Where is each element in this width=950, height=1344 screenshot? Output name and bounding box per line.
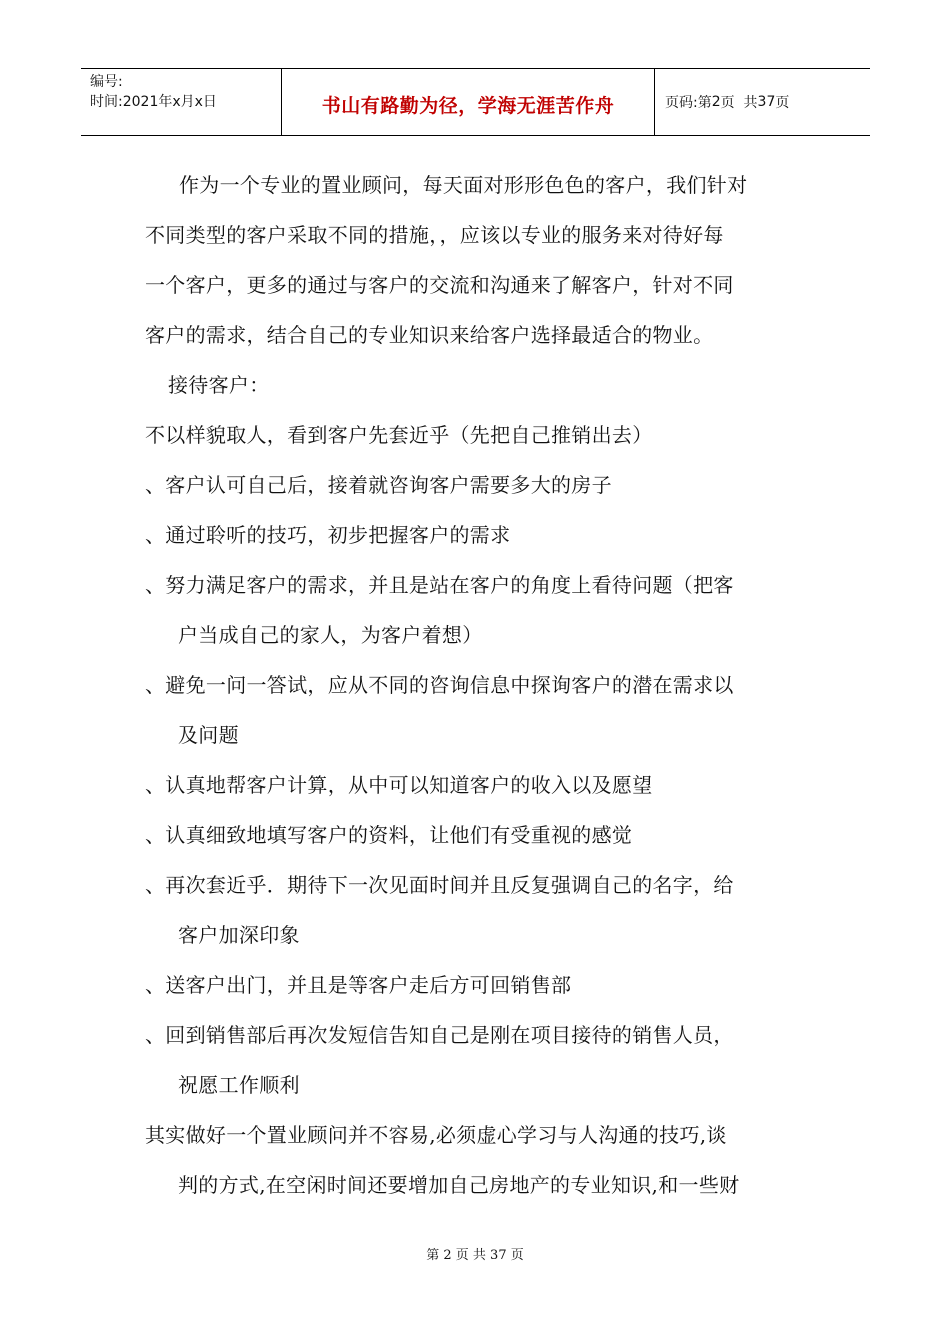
list-item-continuation: 户当成自己的家人，为客户着想） [178, 623, 483, 647]
list-item: 、回到销售部后再次发短信告知自己是刚在项目接待的销售人员， [145, 1023, 734, 1047]
list-item-continuation: 及问题 [178, 723, 239, 747]
list-item: 、再次套近乎．期待下一次见面时间并且反复强调自己的名字，给 [145, 873, 734, 897]
list-item: 、通过聆听的技巧，初步把握客户的需求 [145, 523, 511, 547]
document-time-label: 时间:2021年x月x日 [90, 94, 217, 110]
list-item-continuation: 祝愿工作顺利 [178, 1073, 300, 1097]
paragraph-line: 作为一个专业的置业顾问，每天面对形形色色的客户，我们针对 [179, 173, 748, 197]
document-header [81, 68, 870, 136]
paragraph-line: 客户的需求，结合自己的专业知识来给客户选择最适合的物业。 [145, 323, 714, 347]
list-item-continuation: 客户加深印象 [178, 923, 300, 947]
page-footer [0, 1244, 950, 1263]
page-info-current: 2 [711, 94, 721, 110]
page-info-suffix: 页 [775, 95, 790, 111]
list-item: 、客户认可自己后，接着就咨询客户需要多大的房子 [145, 473, 612, 497]
list-item: 、认真地帮客户计算，从中可以知道客户的收入以及愿望 [145, 773, 653, 797]
header-meta-cell [81, 69, 282, 135]
page-info-total: 37 [757, 94, 776, 110]
footer-page-number: 第 2 页 共 37 页 [426, 1248, 524, 1263]
paragraph-line: 一个客户，更多的通过与客户的交流和沟通来了解客户，针对不同 [145, 273, 734, 297]
paragraph-line: 不以样貌取人，看到客户先套近乎（先把自己推销出去） [145, 423, 653, 447]
paragraph-line: 不同类型的客户采取不同的措施，，应该以专业的服务来对待好每 [145, 223, 724, 247]
document-body [145, 160, 810, 1210]
list-item: 、认真细致地填写客户的资料，让他们有受重视的感觉 [145, 823, 633, 847]
page-info-prefix: 页码:第 [665, 95, 712, 111]
list-item: 、避免一问一答试，应从不同的咨询信息中探询客户的潜在需求以 [145, 673, 734, 697]
list-item: 、努力满足客户的需求，并且是站在客户的角度上看待问题（把客 [145, 573, 734, 597]
section-heading: 接待客户： [168, 373, 270, 397]
header-motto-cell [282, 69, 655, 135]
list-item: 、送客户出门，并且是等客户走后方可回销售部 [145, 973, 572, 997]
document-number-label: 编号: [90, 74, 123, 90]
paragraph-line: 判的方式,在空闲时间还要增加自己房地产的专业知识,和一些财 [178, 1173, 740, 1197]
header-page-info [655, 69, 870, 135]
paragraph-line: 其实做好一个置业顾问并不容易,必须虚心学习与人沟通的技巧,谈 [145, 1123, 727, 1147]
page-info-middle: 页 共 [720, 95, 758, 111]
header-motto: 书山有路勤为径，学海无涯苦作舟 [321, 94, 615, 117]
